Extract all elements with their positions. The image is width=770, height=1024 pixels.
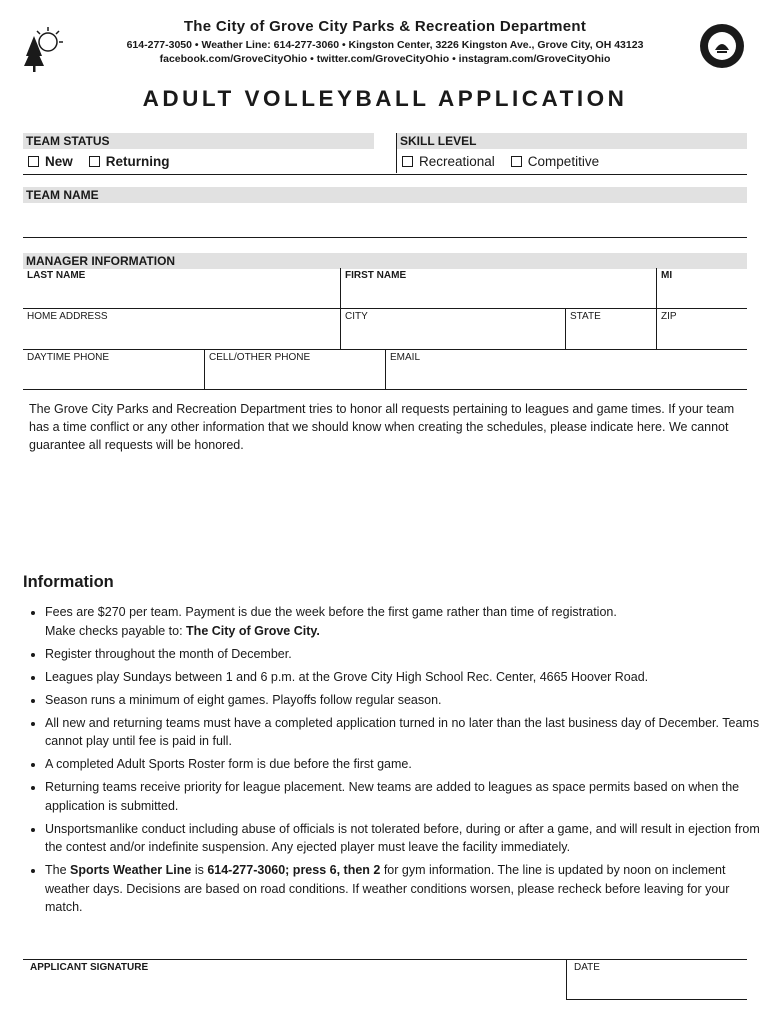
- skill-level-options: [397, 151, 747, 171]
- skill-level-heading-text: SKILL LEVEL: [400, 134, 477, 148]
- home-address-field[interactable]: [23, 309, 340, 350]
- daytime-phone-label: DAYTIME PHONE: [27, 352, 110, 363]
- list-item: [45, 755, 765, 774]
- schedule-request-area[interactable]: [23, 458, 747, 563]
- weather-text-e: for gym information. The line is updated by noon on inclement weather days. Decisions are based on road conditions. If weather conditions worsen, please recheck before leaving for your match.: [45, 863, 730, 914]
- list-item: [45, 691, 765, 710]
- competitive-label: Competitive: [527, 153, 600, 169]
- recreational-label: Recreational: [419, 153, 495, 169]
- scheduling-notice: The Grove City Parks and Recreation Department tries to honor all requests pertaining to leagues and game times. If your team has a time conflict or any other information that we should know when creating the schedules, please indicate here. We cannot guarantee all requests will be honored.: [29, 402, 735, 452]
- deadline-text: All new and returning teams must have a completed application turned in no later than the last business day of December. Teams cannot play until fee is paid in full.: [45, 715, 760, 748]
- state-label: STATE: [570, 311, 601, 322]
- weather-text-c: is: [191, 863, 208, 877]
- team-status-heading: [23, 133, 374, 149]
- applicant-signature-field[interactable]: [23, 960, 566, 1000]
- competitive-checkbox[interactable]: [511, 154, 599, 169]
- manager-heading: [23, 253, 747, 269]
- roster-text: A completed Adult Sports Roster form is due before the first game.: [45, 757, 412, 771]
- payee-text: The City of Grove City.: [186, 623, 320, 638]
- cell-phone-field[interactable]: [204, 350, 385, 390]
- social-line: facebook.com/GroveCityOhio • twitter.com/GroveCityOhio • instagram.com/GroveCityOhio: [159, 53, 611, 65]
- email-field[interactable]: [385, 350, 747, 390]
- checkbox-box[interactable]: [89, 156, 100, 167]
- information-list: [26, 603, 765, 921]
- email-label: EMAIL: [390, 352, 421, 363]
- new-label: New: [45, 153, 73, 169]
- list-item: [45, 645, 765, 664]
- status-divider: [396, 133, 397, 173]
- checkbox-box[interactable]: [402, 156, 413, 167]
- list-item: [45, 668, 765, 687]
- cell-phone-label: CELL/OTHER PHONE: [209, 352, 311, 363]
- list-item: [45, 778, 765, 815]
- status-rule: [23, 174, 747, 175]
- information-heading: Information: [23, 573, 114, 591]
- department-title: The City of Grove City Parks & Recreation Department: [183, 18, 587, 35]
- city-label: CITY: [345, 311, 368, 322]
- list-item: [45, 603, 765, 640]
- team-name-heading-text: TEAM NAME: [26, 188, 99, 202]
- date-field[interactable]: [566, 960, 747, 1000]
- applicant-signature-label: APPLICANT SIGNATURE: [30, 962, 149, 973]
- weather-line-label: Sports Weather Line: [70, 863, 192, 877]
- team-name-heading: [23, 187, 747, 203]
- manager-heading-text: MANAGER INFORMATION: [26, 254, 176, 268]
- returning-label: Returning: [105, 153, 170, 169]
- mi-field[interactable]: [656, 268, 747, 309]
- skill-level-heading: [397, 133, 747, 149]
- priority-text: Returning teams receive priority for league placement. New teams are added to leagues as space permits based on when the application is submitted.: [45, 780, 740, 813]
- checkbox-box[interactable]: [28, 156, 39, 167]
- zip-field[interactable]: [656, 309, 747, 350]
- list-item: [45, 714, 765, 751]
- mi-label: MI: [661, 270, 673, 281]
- returning-checkbox[interactable]: [89, 154, 170, 169]
- first-name-label: FIRST NAME: [345, 270, 407, 281]
- fee-text: Fees are $270 per team. Payment is due the week before the first game rather than time of registration.: [45, 605, 617, 619]
- leagues-text: Leagues play Sundays between 1 and 6 p.m. at the Grove City High School Rec. Center, 4665 Hoover Road.: [45, 669, 649, 684]
- city-field[interactable]: [340, 309, 565, 350]
- last-name-label: LAST NAME: [27, 270, 86, 281]
- new-checkbox[interactable]: [28, 154, 73, 169]
- season-text: Season runs a minimum of eight games. Playoffs follow regular season.: [45, 692, 442, 707]
- list-item: [45, 820, 765, 857]
- list-item: [45, 861, 765, 917]
- payable-text: Make checks payable to:: [45, 623, 187, 638]
- team-status-options: [23, 151, 374, 171]
- team-status-heading-text: TEAM STATUS: [26, 134, 110, 148]
- recreational-checkbox[interactable]: [402, 154, 495, 169]
- date-label: DATE: [574, 962, 600, 973]
- document-title: ADULT VOLLEYBALL APPLICATION: [142, 86, 628, 111]
- weather-line-number: 614-277-3060; press 6, then 2: [207, 863, 381, 877]
- home-address-label: HOME ADDRESS: [27, 311, 108, 322]
- daytime-phone-field[interactable]: [23, 350, 204, 390]
- register-text: Register throughout the month of December.: [45, 646, 292, 661]
- last-name-field[interactable]: [23, 268, 340, 309]
- first-name-field[interactable]: [340, 268, 656, 309]
- conduct-text: Unsportsmanlike conduct including abuse of officials is not tolerated before, during or after a game, and will result in ejection from the contest and/or indefinite suspension. Any ejected player must leave the facility immediately.: [45, 821, 760, 854]
- weather-text-a: The: [45, 863, 71, 877]
- checkbox-box[interactable]: [511, 156, 522, 167]
- team-name-field[interactable]: [23, 205, 747, 238]
- state-field[interactable]: [565, 309, 656, 350]
- zip-label: ZIP: [661, 311, 677, 322]
- contact-line: 614-277-3050 • Weather Line: 614-277-3060 • Kingston Center, 3226 Kingston Ave., Grove City, OH 43123: [126, 39, 644, 51]
